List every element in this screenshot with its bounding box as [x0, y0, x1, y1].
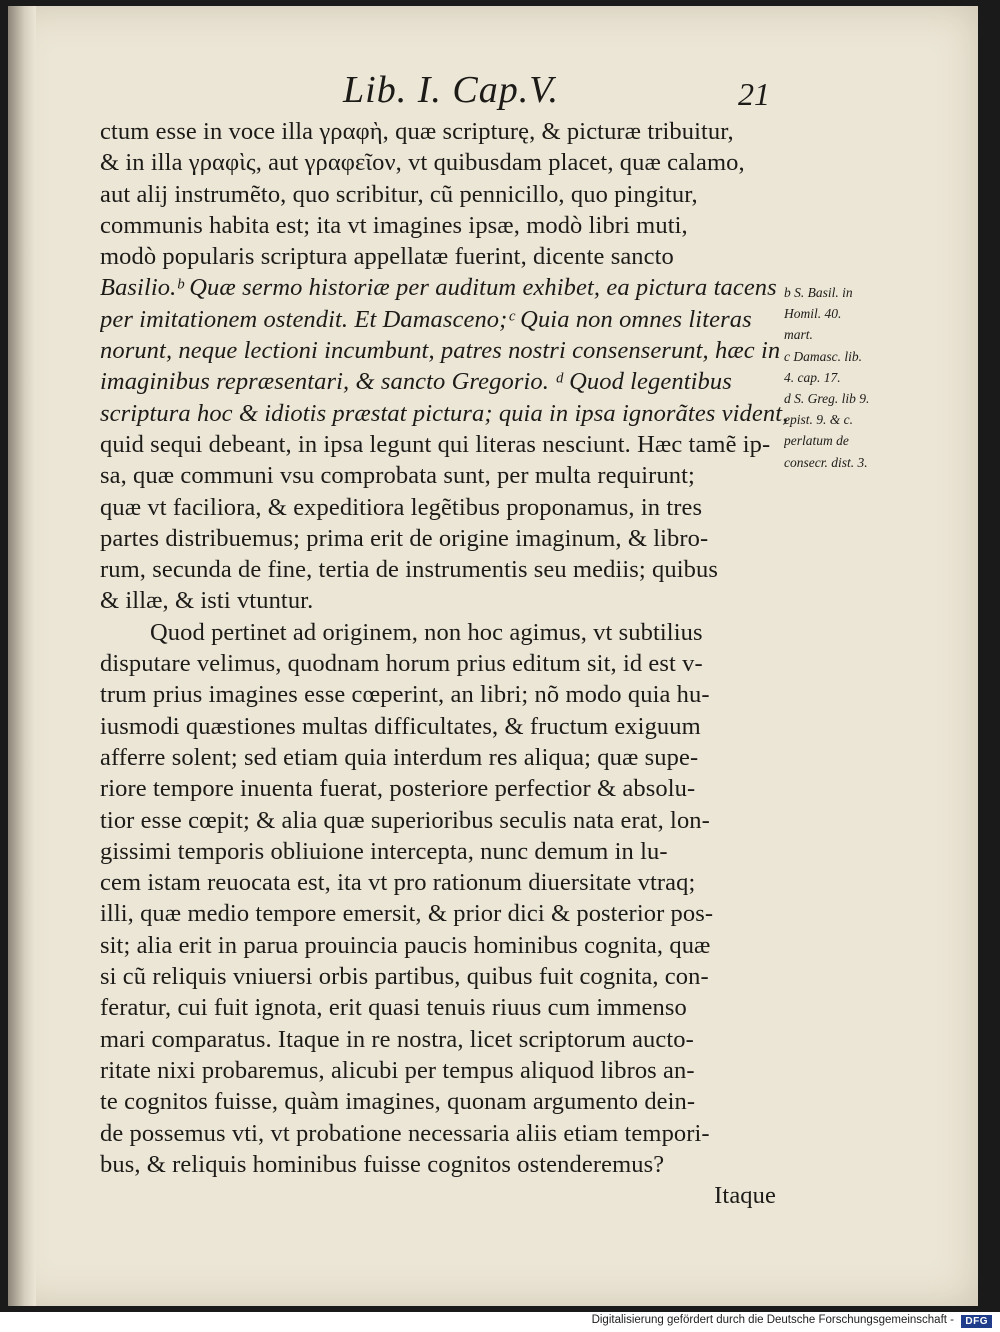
margin-notes — [784, 282, 924, 473]
margin-note: b S. Basil. in — [784, 285, 853, 300]
text-line: riore tempore inuenta fuerat, posteriore perfectior & absolu- — [100, 775, 696, 803]
text-line: afferre solent; sed etiam quia interdum res aliqua; quæ supe- — [100, 743, 699, 771]
margin-note: 4. cap. 17. — [784, 369, 841, 385]
text-line: modò popularis scriptura appellatæ fuerint, dicente sancto — [100, 243, 674, 271]
text-line: rum, secunda de fine, tertia de instrumentis seu mediis; quibus — [100, 556, 718, 584]
text-line: te cognitos fuisse, quàm imagines, quonam argumento dein- — [100, 1088, 696, 1116]
text-line: scriptura hoc & idiotis præstat pictura; quia in ipsa ignorãtes vident, — [100, 399, 789, 427]
margin-note: c Damasc. lib. — [784, 348, 862, 364]
funding-notice: Digitalisierung gefördert durch die Deutsche Forschungsgemeinschaft - — [591, 1314, 954, 1326]
text-line: gissimi temporis obliuione intercepta, nunc demum in lu- — [100, 837, 668, 865]
text-line: communis habita est; ita vt imagines ipsæ, modò libri muti, — [100, 211, 688, 239]
text-line: bus, & reliquis hominibus fuisse cognitos ostenderemus? — [100, 1150, 665, 1178]
text-line: Basilio.ᵇ Quæ sermo historiæ per auditum exhibet, ea pictura tacens — [100, 274, 777, 302]
margin-note: mart. — [784, 327, 813, 343]
body-text — [100, 116, 790, 1211]
text-line: illi, quæ medio tempore emersit, & prior dici & posterior pos- — [100, 900, 714, 928]
text-line: disputare velimus, quodnam horum prius editum sit, id est v- — [100, 650, 703, 678]
text-line: aut alij instrumẽto, quo scribitur, cũ pennicillo, quo pingitur, — [100, 180, 698, 208]
book-spine-shadow — [8, 6, 36, 1306]
text-line: cem istam reuocata est, ita vt pro rationum diuersitate vtraq; — [100, 869, 696, 897]
text-line: imaginibus repræsentari, & sancto Gregorio. ᵈ Quod legentibus — [100, 368, 732, 396]
dfg-logo: DFG — [961, 1315, 992, 1328]
page-header — [8, 62, 978, 112]
text-line: feratur, cui fuit ignota, erit quasi tenuis riuus cum immenso — [100, 994, 687, 1022]
text-line: Quod pertinet ad originem, non hoc agimus, vt subtilius — [150, 618, 703, 646]
text-line: tior esse cœpit; & alia quæ superioribus seculis nata erat, lon- — [100, 806, 710, 834]
text-line: quid sequi debeant, in ipsa legunt qui literas nesciunt. Hæc tamẽ ip- — [100, 430, 771, 458]
page-number: 21 — [738, 76, 770, 112]
margin-note: d S. Greg. lib 9. — [784, 390, 870, 406]
text-line: quæ vt faciliora, & expeditiora legẽtibus proponamus, in tres — [100, 493, 703, 521]
text-line: partes distribuemus; prima erit de origine imaginum, & libro- — [100, 524, 709, 552]
catchword: Itaque — [714, 1182, 776, 1210]
text-line: & illæ, & isti vtuntur. — [100, 587, 314, 615]
margin-note: Homil. 40. — [784, 306, 842, 322]
margin-note: epist. 9. & c. — [784, 412, 853, 428]
text-line: & in illa γραφὶς, aut γραφεῖον, vt quibusdam placet, quæ calamo, — [100, 149, 745, 177]
margin-note: perlatum de — [784, 433, 849, 449]
text-line: per imitationem ostendit. Et Damasceno;ᶜ Quia non omnes literas — [100, 305, 752, 333]
text-line: sa, quæ communi vsu comprobata sunt, per multa requirunt; — [100, 462, 695, 490]
text-line: sit; alia erit in parua prouincia paucis hominibus cognita, quæ — [100, 931, 711, 959]
running-head: Lib. I. Cap.V. — [343, 69, 560, 111]
text-line: norunt, neque lectioni incumbunt, patres nostri consenserunt, hæc in — [100, 337, 781, 365]
text-line: mari comparatus. Itaque in re nostra, licet scriptorum aucto- — [100, 1025, 694, 1053]
book-page — [8, 6, 978, 1306]
text-line: ctum esse in voce illa γραφὴ, quæ scripturę, & picturæ tribuitur, — [100, 118, 734, 145]
text-line: ritate nixi probaremus, alicubi per tempus aliquod libros an- — [100, 1056, 695, 1084]
text-line: de possemus vti, vt probatione necessaria aliis etiam tempori- — [100, 1119, 710, 1147]
footer-bar — [0, 1312, 1000, 1332]
margin-note: consecr. dist. 3. — [784, 454, 868, 470]
text-line: iusmodi quæstiones multas difficultates, & fructum exiguum — [100, 712, 701, 740]
text-line: trum prius imagines esse cœperint, an libri; nõ modo quia hu- — [100, 681, 710, 709]
text-line: si cũ reliquis vniuersi orbis partibus, quibus fuit cognita, con- — [100, 963, 709, 991]
